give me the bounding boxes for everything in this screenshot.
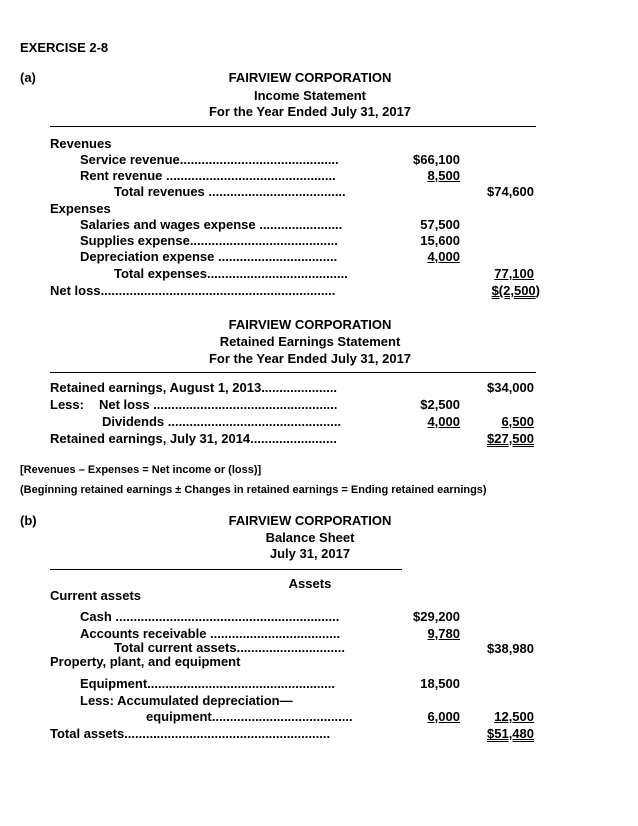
depreciation-value: 4,000 — [427, 249, 460, 264]
cash-value: $29,200 — [413, 609, 460, 624]
total-revenues-label: Total revenues ...................................... — [114, 184, 346, 199]
income-rule — [50, 126, 536, 127]
total-revenues-value: $74,600 — [487, 184, 534, 199]
income-title: Income Statement — [254, 88, 366, 103]
retained-company: FAIRVIEW CORPORATION — [228, 317, 392, 332]
current-assets-heading: Current assets — [50, 588, 142, 603]
accounts-receivable-value: 9,780 — [427, 626, 460, 641]
retained-end-label: Retained earnings, July 31, 2014........................ — [50, 431, 337, 446]
total-assets-label: Total assets......................................................... — [50, 726, 331, 741]
retained-rule — [50, 372, 536, 373]
note-retained: (Beginning retained earnings ± Changes in retained earnings = Ending retained earnings) — [20, 484, 487, 496]
expenses-heading: Expenses — [50, 201, 111, 216]
service-revenue-label: Service revenue............................................ — [80, 152, 339, 167]
supplies-value: 15,600 — [420, 233, 460, 248]
total-expenses-value: 77,100 — [494, 266, 534, 281]
service-revenue-value: $66,100 — [413, 152, 460, 167]
supplies-label: Supplies expense......................................... — [80, 233, 338, 248]
equipment-sub-label: equipment....................................... — [146, 709, 353, 724]
assets-heading: Assets — [288, 576, 332, 591]
income-period: For the Year Ended July 31, 2017 — [208, 104, 412, 119]
revenues-heading: Revenues — [50, 136, 112, 151]
balance-title: Balance Sheet — [265, 530, 355, 545]
net-loss-value — [492, 283, 540, 299]
net-loss-amount: $(2,500 — [491, 283, 536, 298]
total-current-assets-value: $38,980 — [487, 641, 534, 656]
balance-rule — [50, 569, 402, 570]
re-net-loss-value: $2,500 — [420, 397, 460, 412]
net-loss-paren: ) — [535, 283, 540, 298]
dividends-value: 4,000 — [427, 414, 460, 429]
income-company: FAIRVIEW CORPORATION — [228, 70, 392, 85]
rent-revenue-label: Rent revenue ............................................... — [80, 168, 336, 183]
net-loss-label: Net loss................................................................. — [50, 283, 336, 298]
part-a-label: (a) — [20, 70, 36, 85]
deductions-value: 6,500 — [501, 414, 534, 429]
note-income: [Revenues – Expenses = Net income or (loss)] — [20, 464, 262, 476]
balance-date: July 31, 2017 — [269, 546, 351, 561]
total-current-assets-label: Total current assets.............................. — [114, 640, 345, 655]
retained-begin-value: $34,000 — [487, 380, 534, 395]
depreciation-label: Depreciation expense ................................. — [80, 249, 338, 264]
accumulated-depreciation-label: Less: Accumulated depreciation— — [80, 693, 293, 708]
balance-company: FAIRVIEW CORPORATION — [228, 513, 392, 528]
total-expenses-label: Total expenses....................................... — [114, 266, 348, 281]
net-equipment-value: 12,500 — [494, 709, 534, 724]
equipment-label: Equipment.................................................... — [80, 676, 335, 691]
cash-label: Cash .............................................................. — [80, 609, 340, 624]
dividends-label: Dividends ................................................ — [102, 414, 342, 429]
retained-title: Retained Earnings Statement — [219, 334, 401, 349]
accumulated-depreciation-value: 6,000 — [427, 709, 460, 724]
salaries-label: Salaries and wages expense ....................... — [80, 217, 343, 232]
retained-begin-label: Retained earnings, August 1, 2013..................... — [50, 380, 338, 395]
re-net-loss-label: Net loss ................................................... — [99, 397, 338, 412]
retained-end-value: $27,500 — [487, 431, 534, 446]
exercise-title: EXERCISE 2-8 — [20, 40, 109, 55]
salaries-value: 57,500 — [420, 217, 460, 232]
less-label: Less: — [50, 397, 84, 412]
rent-revenue-value: 8,500 — [427, 168, 460, 183]
equipment-value: 18,500 — [420, 676, 460, 691]
retained-period: For the Year Ended July 31, 2017 — [208, 351, 412, 366]
ppe-heading: Property, plant, and equipment — [50, 654, 241, 669]
accounts-receivable-label: Accounts receivable .................................... — [80, 626, 341, 641]
part-b-label: (b) — [20, 513, 37, 528]
total-assets-value: $51,480 — [487, 726, 534, 741]
